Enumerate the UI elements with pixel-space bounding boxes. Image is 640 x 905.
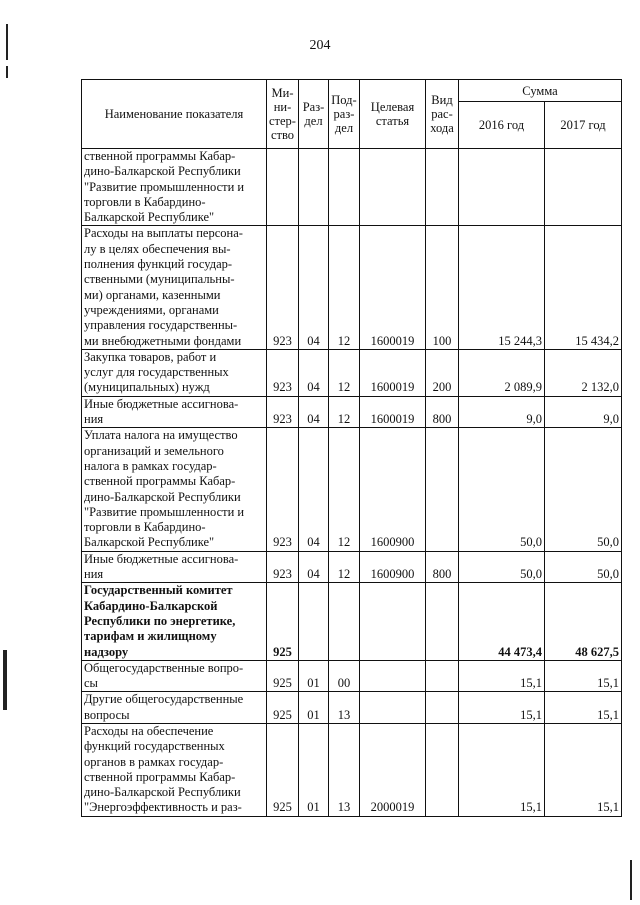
row-target (360, 692, 426, 724)
row-section: 04 (299, 428, 329, 551)
row-section: 04 (299, 551, 329, 583)
row-ministry: 923 (267, 226, 299, 349)
row-exp-type (426, 660, 459, 692)
row-target (360, 583, 426, 660)
row-2016: 9,0 (459, 396, 545, 428)
row-exp-type: 200 (426, 349, 459, 396)
row-exp-type (426, 149, 459, 226)
row-ministry: 923 (267, 396, 299, 428)
row-2017: 15,1 (545, 660, 622, 692)
header-name: Наименование показателя (82, 80, 267, 149)
header-target (360, 80, 426, 149)
row-subsection (329, 583, 360, 660)
row-2017: 15 434,2 (545, 226, 622, 349)
table-row (82, 583, 622, 660)
header-subsection-text: Под- раз- дел (331, 93, 357, 135)
row-name: Другие общегосударственные вопросы (82, 692, 267, 724)
row-exp-type (426, 428, 459, 551)
row-exp-type: 800 (426, 551, 459, 583)
row-subsection: 13 (329, 692, 360, 724)
header-2016: 2016 год (459, 102, 545, 149)
row-2016 (459, 149, 545, 226)
row-section (299, 583, 329, 660)
row-name: Закупка товаров, работ и услуг для государственных (муниципальных) нужд (82, 349, 267, 396)
table-row (82, 396, 622, 428)
row-target (360, 660, 426, 692)
row-name: ственной программы Кабар- дино-Балкарской Республики "Развитие промышленности и торговли в Кабардино- Балкарской Республике" (82, 149, 267, 226)
header-2017: 2017 год (545, 102, 622, 149)
row-target: 1600019 (360, 396, 426, 428)
scan-margin-mark (630, 860, 632, 900)
header-section-text: Раз- дел (302, 100, 325, 128)
row-name: Расходы на обеспечение функций государственных органов в рамках государ- ственной программы Кабар- дино-Балкарской Республики "Энергоэффективность и раз- (82, 723, 267, 816)
scan-margin-mark (3, 650, 7, 710)
row-2016: 15,1 (459, 660, 545, 692)
table-row (82, 349, 622, 396)
row-target: 2000019 (360, 723, 426, 816)
row-ministry (267, 149, 299, 226)
header-target-text: Целевая статья (370, 100, 415, 128)
row-subsection: 12 (329, 349, 360, 396)
row-ministry: 925 (267, 692, 299, 724)
header-sum: Сумма (459, 80, 622, 102)
row-2017: 9,0 (545, 396, 622, 428)
row-2016: 2 089,9 (459, 349, 545, 396)
table-row (82, 149, 622, 226)
table-row (82, 226, 622, 349)
row-2017: 48 627,5 (545, 583, 622, 660)
row-section: 04 (299, 396, 329, 428)
row-subsection: 12 (329, 396, 360, 428)
row-2017: 50,0 (545, 428, 622, 551)
header-ministry (267, 80, 299, 149)
row-name: Уплата налога на имущество организаций и земельного налога в рамках государ- ственной программы Кабар- дино-Балкарской Республики "Развитие промышленности и торговли в Кабардино- Балкарской Республике" (82, 428, 267, 551)
scan-margin-mark (6, 66, 8, 78)
row-name: Расходы на выплаты персона- лу в целях обеспечения вы- полнения функций государ- ственными (муниципальны- ми) органами, казенными учреждениями, органами управления государственны- ми внебюджетными фондами (82, 226, 267, 349)
table-row (82, 692, 622, 724)
table-row (82, 723, 622, 816)
header-exp-type (426, 80, 459, 149)
row-exp-type (426, 583, 459, 660)
row-target: 1600900 (360, 551, 426, 583)
row-name: Иные бюджетные ассигнова- ния (82, 551, 267, 583)
row-section: 01 (299, 692, 329, 724)
row-2016: 50,0 (459, 428, 545, 551)
row-section: 04 (299, 226, 329, 349)
row-2017: 15,1 (545, 692, 622, 724)
row-ministry: 925 (267, 723, 299, 816)
row-2016: 50,0 (459, 551, 545, 583)
row-exp-type (426, 692, 459, 724)
row-exp-type: 800 (426, 396, 459, 428)
row-2017 (545, 149, 622, 226)
row-2017: 50,0 (545, 551, 622, 583)
table-row (82, 551, 622, 583)
row-target: 1600019 (360, 349, 426, 396)
row-2017: 15,1 (545, 723, 622, 816)
row-section (299, 149, 329, 226)
row-name: Иные бюджетные ассигнова- ния (82, 396, 267, 428)
row-subsection: 12 (329, 428, 360, 551)
scan-margin-mark (6, 24, 8, 60)
row-section: 01 (299, 660, 329, 692)
table-row (82, 428, 622, 551)
row-exp-type (426, 723, 459, 816)
header-exp-type-text: Вид рас- хода (430, 93, 454, 135)
row-2016: 15,1 (459, 723, 545, 816)
header-ministry-text: Ми- ни- стер- ство (269, 86, 296, 142)
row-2016: 15 244,3 (459, 226, 545, 349)
row-target: 1600900 (360, 428, 426, 551)
row-section: 04 (299, 349, 329, 396)
row-name: Общегосударственные вопро- сы (82, 660, 267, 692)
header-section (299, 80, 329, 149)
row-subsection: 13 (329, 723, 360, 816)
header-subsection (329, 80, 360, 149)
row-target (360, 149, 426, 226)
row-2017: 2 132,0 (545, 349, 622, 396)
row-2016: 44 473,4 (459, 583, 545, 660)
budget-table (81, 79, 622, 817)
row-ministry: 923 (267, 428, 299, 551)
row-subsection (329, 149, 360, 226)
row-ministry: 923 (267, 551, 299, 583)
row-ministry: 923 (267, 349, 299, 396)
row-subsection: 12 (329, 551, 360, 583)
row-2016: 15,1 (459, 692, 545, 724)
page-number: 204 (309, 38, 331, 53)
row-ministry: 925 (267, 583, 299, 660)
row-ministry: 925 (267, 660, 299, 692)
row-exp-type: 100 (426, 226, 459, 349)
row-name: Государственный комитет Кабардино-Балкарской Республики по энергетике, тарифам и жилищному надзору (82, 583, 267, 660)
row-subsection: 00 (329, 660, 360, 692)
row-subsection: 12 (329, 226, 360, 349)
row-section: 01 (299, 723, 329, 816)
table-row (82, 660, 622, 692)
row-target: 1600019 (360, 226, 426, 349)
